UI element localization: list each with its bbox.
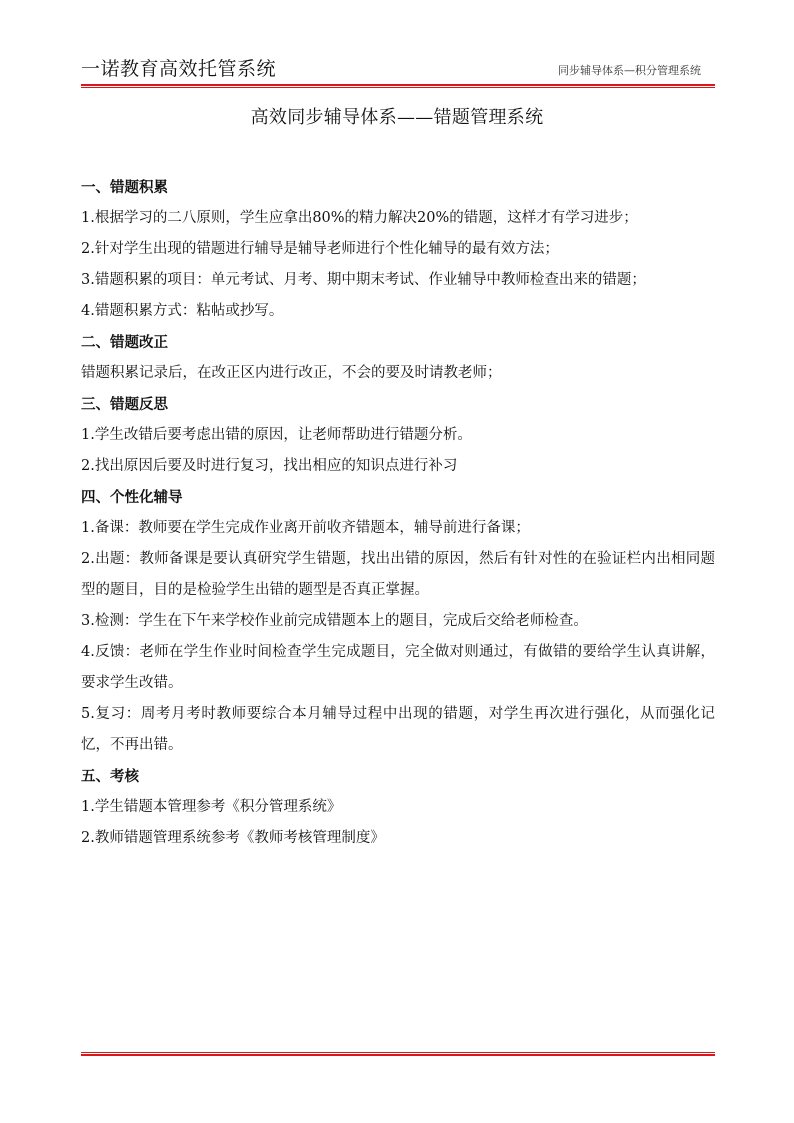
brand-name: 一诺教育高效托管系统 (81, 58, 277, 80)
paragraph: 2.出题：教师备课是要认真研究学生错题，找出出错的原因，然后有针对性的在验证栏内出相同题型的题目，目的是检验学生出错的题型是否真正掌握。 (81, 551, 715, 598)
header-subtitle: 同步辅导体系—积分管理系统 (558, 64, 701, 77)
section-heading-correction: 二、错题改正 (81, 334, 168, 351)
paragraph: 3.错题积累的项目：单元考试、月考、期中期末考试、作业辅导中教师检查出来的错题； (81, 272, 646, 288)
paragraph: 1.根据学习的二八原则，学生应拿出80%的精力解决20%的错题，这样才有学习进步； (81, 210, 638, 226)
paragraph: 错题积累记录后，在改正区内进行改正，不会的要及时请教老师； (81, 365, 502, 381)
header-rule-thick (81, 84, 715, 86)
footer-rule-thin (81, 1052, 715, 1053)
paragraph: 2.教师错题管理系统参考《教师考核管理制度》 (81, 830, 385, 846)
paragraph: 1.学生改错后要考虑出错的原因，让老师帮助进行错题分析。 (81, 427, 472, 443)
header-rule-thin (81, 87, 715, 88)
footer-rule-thick (81, 1054, 715, 1056)
paragraph: 5.复习：周考月考时教师要综合本月辅导过程中出现的错题，对学生再次进行强化，从而强化记忆，不再出错。 (81, 706, 715, 753)
paragraph: 4.错题积累方式：粘帖或抄写。 (81, 303, 284, 319)
paragraph: 2.针对学生出现的错题进行辅导是辅导老师进行个性化辅导的最有效方法； (81, 241, 559, 257)
paragraph: 1.学生错题本管理参考《积分管理系统》 (81, 799, 342, 815)
document-title: 高效同步辅导体系——错题管理系统 (250, 107, 544, 128)
document-body (81, 172, 715, 854)
paragraph: 2.找出原因后要及时进行复习，找出相应的知识点进行补习 (81, 458, 458, 474)
section-heading-reflection: 三、错题反思 (81, 396, 168, 413)
section-heading-tutoring: 四、个性化辅导 (81, 489, 183, 506)
page-header (81, 56, 715, 84)
paragraph: 1.备课：教师要在学生完成作业离开前收齐错题本，辅导前进行备课； (81, 520, 530, 536)
section-heading-accumulation: 一、错题积累 (81, 179, 168, 196)
paragraph: 3.检测：学生在下午来学校作业前完成错题本上的题目，完成后交给老师检查。 (81, 613, 588, 629)
section-heading-assessment: 五、考核 (81, 768, 139, 785)
paragraph: 4.反馈：老师在学生作业时间检查学生完成题目，完全做对则通过，有做错的要给学生认真讲解，要求学生改错。 (81, 644, 715, 691)
